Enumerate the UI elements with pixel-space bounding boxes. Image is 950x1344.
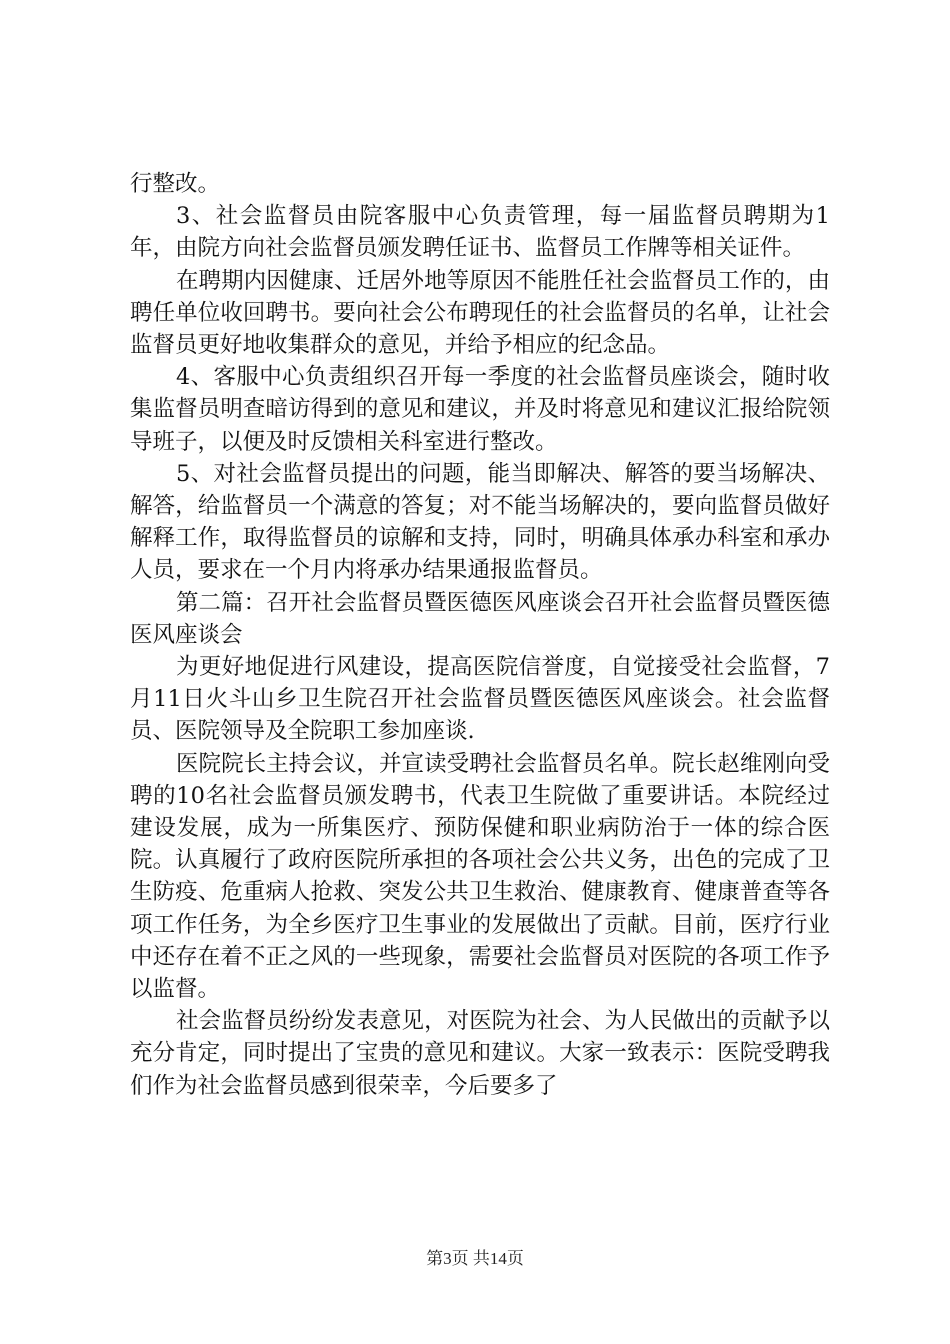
paragraph-item-3: 3、社会监督员由院客服中心负责管理，每一届监督员聘期为1年，由院方向社会监督员颁发聘任证书、监督员工作牌等相关证件。 <box>130 203 830 262</box>
paragraph-item-4: 4、客服中心负责组织召开每一季度的社会监督员座谈会，随时收集监督员明查暗访得到的意见和建议，并及时将意见和建议汇报给院领导班子，以便及时反馈相关科室进行整改。 <box>130 364 830 455</box>
paragraph-opinions: 社会监督员纷纷发表意见，对医院为社会、为人民做出的贡献予以充分肯定，同时提出了宝贵的意见和建议。大家一致表示：医院受聘我们作为社会监督员感到很荣幸，今后要多了 <box>130 1008 830 1099</box>
section-heading: 第二篇：召开社会监督员暨医德医风座谈会召开社会监督员暨医德医风座谈会 <box>130 589 830 648</box>
document-body <box>130 168 830 1102</box>
paragraph-term: 在聘期内因健康、迁居外地等原因不能胜任社会监督员工作的，由聘任单位收回聘书。要向社会公布聘现任的社会监督员的名单，让社会监督员更好地收集群众的意见，并给予相应的纪念品。 <box>130 267 830 359</box>
paragraph-item-5: 5、对社会监督员提出的问题，能当即解决、解答的要当场解决、解答，给监督员一个满意的答复；对不能当场解决的，要向监督员做好解释工作，取得监督员的谅解和支持，同时，明确具体承办科室和承办人员，要求在一个月内将承办结果通报监督员。 <box>130 460 830 584</box>
paragraph-continuation: 行整改。 <box>130 171 221 197</box>
page-footer: 第3页 共14页 <box>426 1249 524 1268</box>
paragraph-meeting: 医院院长主持会议，并宣读受聘社会监督员名单。院长赵维刚向受聘的10名社会监督员颁发聘书，代表卫生院做了重要讲话。本院经过建设发展，成为一所集医疗、预防保健和职业病防治于一体的综合医院。认真履行了政府医院所承担的各项社会公共义务，出色的完成了卫生防疫、危重病人抢救、突发公共卫生救治、健康教育、健康普查等各项工作任务，为全乡医疗卫生事业的发展做出了贡献。目前，医疗行业中还存在着不正之风的一些现象，需要社会监督员对医院的各项工作予以监督。 <box>130 750 830 1003</box>
paragraph-intro: 为更好地促进行风建设，提高医院信誉度，自觉接受社会监督，7月11日火斗山乡卫生院召开社会监督员暨医德医风座谈会。社会监督员、医院领导及全院职工参加座谈. <box>130 654 830 745</box>
